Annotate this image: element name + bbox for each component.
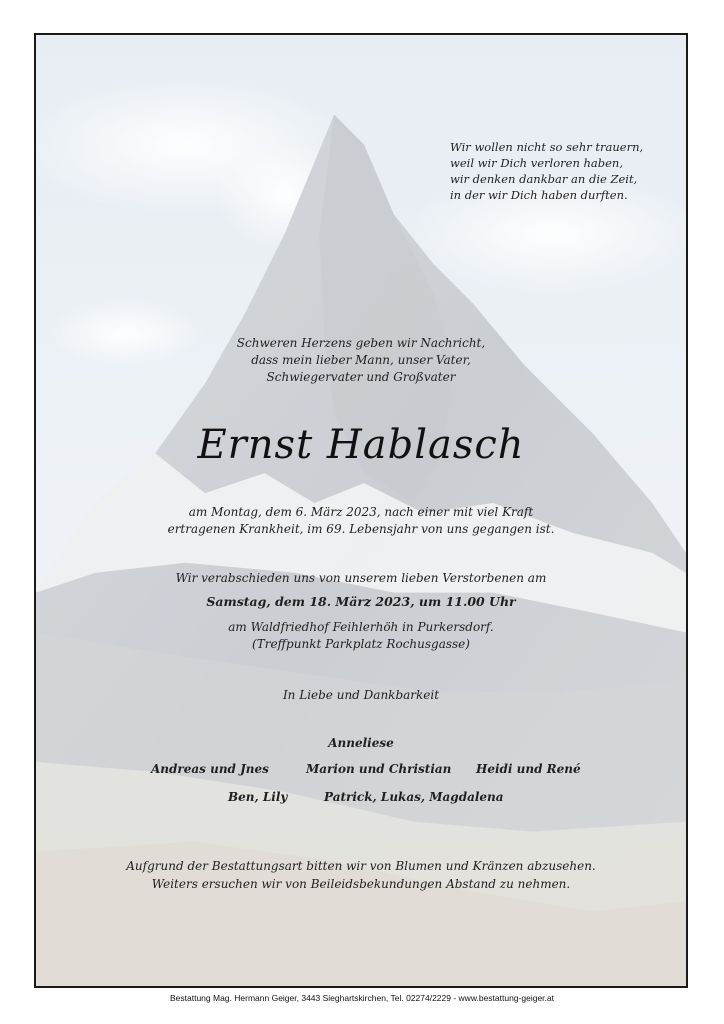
poem-line: in der wir Dich haben durften. <box>450 188 628 202</box>
poem-line: weil wir Dich verloren haben, <box>450 156 623 170</box>
death-line: am Montag, dem 6. März 2023, nach einer mit viel Kraft <box>188 505 534 519</box>
family-spouse: Anneliese <box>328 736 394 750</box>
family-member-group: Andreas und Jnes <box>151 762 269 776</box>
death-details <box>36 504 686 538</box>
poem-line: Wir wollen nicht so sehr trauern, <box>450 140 644 154</box>
intro-line: Schwiegervater und Großvater <box>266 370 456 384</box>
flowers-notice <box>36 857 686 893</box>
deceased-name: Ernst Hablasch <box>197 422 525 468</box>
announcement-intro <box>36 335 686 386</box>
intro-line: Schweren Herzens geben wir Nachricht, <box>236 336 486 350</box>
family-member-group: Marion und Christian <box>306 762 452 776</box>
farewell-intro: Wir verabschieden uns von unserem lieben Verstorbenen am <box>175 571 547 585</box>
funeral-location-block <box>36 619 686 653</box>
intro-line: dass mein lieber Mann, unser Vater, <box>251 353 471 367</box>
funeral-location: am Waldfriedhof Feihlerhöh in Purkersdorf. <box>228 620 494 634</box>
closing-love: In Liebe und Dankbarkeit <box>282 688 440 702</box>
undertaker-footer: Bestattung Mag. Hermann Geiger, 3443 Sieghartskirchen, Tel. 02274/2229 - www.bestattung-geiger.at <box>170 993 554 1003</box>
funeral-date: Samstag, dem 18. März 2023, um 11.00 Uhr <box>206 594 516 609</box>
meeting-point: (Treffpunkt Parkplatz Rochusgasse) <box>252 637 470 651</box>
notice-line: Aufgrund der Bestattungsart bitten wir von Blumen und Kränzen abzusehen. <box>126 859 596 873</box>
family-member-group: Heidi und René <box>476 762 581 776</box>
poem-quote <box>450 139 660 203</box>
death-line: ertragenen Krankheit, im 69. Lebensjahr von uns gegangen ist. <box>167 522 555 536</box>
obituary-frame <box>34 33 688 988</box>
notice-line: Weiters ersuchen wir von Beileidsbekundungen Abstand zu nehmen. <box>151 877 571 891</box>
family-member-group: Patrick, Lukas, Magdalena <box>324 790 504 804</box>
family-member-group: Ben, Lily <box>228 790 288 804</box>
poem-line: wir denken dankbar an die Zeit, <box>450 172 638 186</box>
